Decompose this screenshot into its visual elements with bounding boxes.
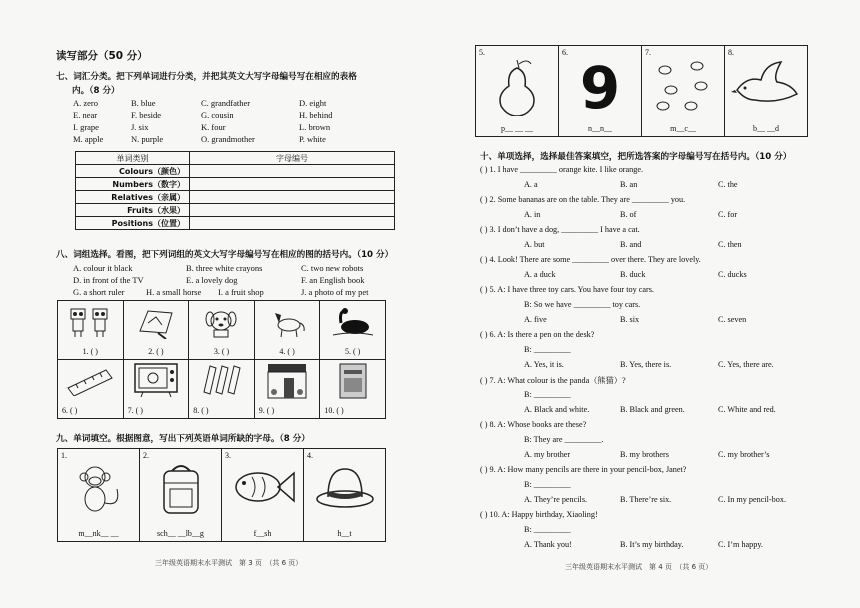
item-number: 2.: [143, 451, 149, 460]
sec7-title: 七、词汇分类。把下列单词进行分类，并把其英文大写字母编号写在相应的表格: [56, 72, 357, 82]
item-number: 3.: [225, 451, 231, 460]
phrase: C. two new robots: [301, 263, 364, 273]
spelling-blank[interactable]: m__nk__ __: [78, 529, 119, 538]
question-7-b: B: _________: [524, 390, 571, 399]
word: N. purple: [131, 134, 164, 144]
reading-writing-heading: 读写部分（50 分）: [56, 50, 148, 62]
option-b[interactable]: B. six: [620, 315, 640, 324]
word: L. brown: [299, 122, 331, 132]
page-footer-left: 三年级英语期末水平测试 第 3 页 （共 6 页）: [155, 559, 303, 567]
spelling-cell: [140, 449, 222, 541]
answer-blank[interactable]: 7. ( ): [127, 406, 143, 415]
option-b[interactable]: B. It’s my birthday.: [620, 540, 684, 549]
option-c[interactable]: C. for: [718, 210, 738, 219]
category-cell: Colours（颜色）: [76, 165, 190, 178]
word: I. grape: [73, 122, 99, 132]
picture-cell: [320, 358, 385, 418]
question-10[interactable]: ( ) 10. A: Happy birthday, Xiaoling!: [480, 510, 598, 519]
option-b[interactable]: B. Black and green.: [620, 405, 685, 414]
spelling-cell: [476, 46, 559, 136]
picture-cell: [58, 301, 124, 359]
sec7-title-cont: 内。（8 分）: [72, 86, 120, 96]
question-5-b: B: So we have _________ toy cars.: [524, 300, 641, 309]
phrase: A. colour it black: [73, 263, 133, 273]
picture-cell: [124, 358, 190, 418]
word: P. white: [299, 134, 326, 144]
black-swan-icon: [331, 305, 375, 339]
picture-cell: [58, 358, 124, 418]
spelling-blank[interactable]: n__n__: [588, 124, 612, 133]
answer-blank[interactable]: 4. ( ): [279, 347, 295, 356]
spelling-grid-right: [475, 45, 808, 137]
svg-text:9: 9: [579, 56, 621, 116]
bird-icon: [731, 60, 801, 110]
question-4[interactable]: ( ) 4. Look! There are some _________ over there. They are lovely.: [480, 255, 701, 264]
phrase: J. a photo of my pet: [301, 287, 369, 297]
colour-picture-icon: [136, 305, 176, 339]
sec10-title: 十、单项选择，选择最佳答案填空，把所选答案的字母编号写在括号内。（10 分）: [480, 152, 792, 162]
answer-blank[interactable]: 3. ( ): [213, 347, 230, 356]
item-number: 6.: [562, 48, 568, 57]
answer-blank[interactable]: 5. ( ): [345, 347, 361, 356]
crayons-icon: [198, 362, 244, 398]
item-number: 1.: [61, 451, 67, 460]
answer-blank[interactable]: 1. ( ): [82, 347, 98, 356]
word: G. cousin: [201, 110, 234, 120]
option-b[interactable]: B. duck: [620, 270, 646, 279]
spelling-cell: [725, 46, 807, 136]
word: B. blue: [131, 98, 156, 108]
word: A. zero: [73, 98, 99, 108]
picture-cell: [124, 301, 190, 359]
picture-cell: [189, 358, 255, 418]
answer-cell[interactable]: [190, 178, 395, 191]
option-c[interactable]: C. In my pencil-box.: [718, 495, 786, 504]
picture-cell: [189, 301, 255, 359]
spelling-grid-left: [57, 448, 386, 542]
table-header: 字母编号: [190, 152, 395, 165]
option-a[interactable]: A. Thank you!: [524, 540, 572, 549]
english-book-icon: [336, 362, 370, 400]
spelling-blank[interactable]: f__sh: [253, 529, 272, 538]
answer-cell[interactable]: [190, 217, 395, 230]
option-c[interactable]: C. seven: [718, 315, 747, 324]
spelling-blank[interactable]: sch__ __lb__g: [157, 529, 204, 538]
option-c[interactable]: C. then: [718, 240, 742, 249]
option-c[interactable]: C. White and red.: [718, 405, 776, 414]
question-9-b: B: _________: [524, 480, 571, 489]
word: F. beside: [131, 110, 162, 120]
ruler-icon: [66, 366, 114, 396]
item-number: 8.: [728, 48, 734, 57]
spelling-cell: [304, 449, 385, 541]
answer-cell[interactable]: [190, 191, 395, 204]
category-cell: Relatives（亲属）: [76, 191, 190, 204]
dog-icon: [201, 305, 241, 339]
phrase: F. an English book: [301, 275, 365, 285]
option-b[interactable]: B. an: [620, 180, 638, 189]
category-cell: Numbers（数字）: [76, 178, 190, 191]
spelling-cell: [559, 46, 642, 136]
option-b[interactable]: B. my brothers: [620, 450, 669, 459]
spelling-cell: [222, 449, 304, 541]
question-6[interactable]: ( ) 6. A: Is there a pen on the desk?: [480, 330, 595, 339]
number-nine-icon: [575, 56, 625, 116]
category-cell: Fruits（水果）: [76, 204, 190, 217]
robots-icon: [67, 305, 113, 339]
item-number: 5.: [479, 48, 485, 57]
horse-icon: [267, 305, 307, 339]
option-c[interactable]: C. Yes, there are.: [718, 360, 774, 369]
answer-blank[interactable]: 6. ( ): [62, 406, 78, 415]
option-c[interactable]: C. I’m happy.: [718, 540, 763, 549]
item-number: 7.: [645, 48, 651, 57]
classification-table: [75, 151, 395, 230]
option-a[interactable]: A. Black and white.: [524, 405, 590, 414]
spelling-blank[interactable]: m__c__: [670, 124, 696, 133]
mice-icon: [651, 56, 715, 116]
answer-blank[interactable]: 10. ( ): [324, 406, 344, 415]
word: E. near: [73, 110, 98, 120]
picture-cell: [320, 301, 385, 359]
hat-icon: [314, 465, 376, 509]
word: J. six: [131, 122, 149, 132]
question-2[interactable]: ( ) 2. Some bananas are on the table. They are _________ you.: [480, 195, 686, 204]
word: O. grandmother: [201, 134, 255, 144]
option-a[interactable]: A. five: [524, 315, 547, 324]
phrase: G. a short ruler: [73, 287, 125, 297]
question-8[interactable]: ( ) 8. A: Whose books are these?: [480, 420, 587, 429]
spelling-cell: [642, 46, 725, 136]
phrase: H. a small horse: [146, 287, 202, 297]
option-a[interactable]: A. my brother: [524, 450, 571, 459]
option-a[interactable]: A. Yes, it is.: [524, 360, 564, 369]
picture-cell: [255, 358, 321, 418]
spelling-blank[interactable]: p__ __ __: [501, 124, 533, 133]
spelling-cell: [58, 449, 140, 541]
word: M. apple: [73, 134, 104, 144]
fruit-shop-icon: [264, 362, 310, 400]
option-a[interactable]: A. in: [524, 210, 541, 219]
option-c[interactable]: C. the: [718, 180, 738, 189]
question-3[interactable]: ( ) 3. I don’t have a dog, _________ I have a cat.: [480, 225, 640, 234]
phrase: B. three white crayons: [186, 263, 263, 273]
option-b[interactable]: B. Yes, there is.: [620, 360, 672, 369]
question-9[interactable]: ( ) 9. A: How many pencils are there in your pencil-box, Janet?: [480, 465, 687, 474]
word: K. four: [201, 122, 226, 132]
option-b[interactable]: B. and: [620, 240, 642, 249]
answer-blank[interactable]: 9. ( ): [258, 406, 275, 415]
word: C. grandfather: [201, 98, 251, 108]
word: D. eight: [299, 98, 327, 108]
sec8-phrase-list: [73, 263, 393, 299]
table-header: 单词类别: [76, 152, 190, 165]
question-5[interactable]: ( ) 5. A: I have three toy cars. You have four toy cars.: [480, 285, 654, 294]
page-footer-right: 三年级英语期末水平测试 第 4 页 （共 6 页）: [565, 563, 713, 571]
option-b[interactable]: B. of: [620, 210, 637, 219]
spelling-blank[interactable]: h__t: [337, 529, 352, 538]
spelling-blank[interactable]: b__ __d: [753, 124, 779, 133]
picture-grid-row-2: [57, 358, 386, 419]
schoolbag-icon: [156, 461, 206, 517]
picture-cell: [255, 301, 321, 359]
question-1[interactable]: ( ) 1. I have _________ orange kite. I like orange.: [480, 165, 644, 174]
answer-cell[interactable]: [190, 165, 395, 178]
question-6-b: B: _________: [524, 345, 571, 354]
answer-blank[interactable]: 2. ( ): [148, 347, 164, 356]
question-7[interactable]: ( ) 7. A: What colour is the panda（熊猫）?: [480, 376, 626, 385]
question-10-b: B: _________: [524, 525, 571, 534]
fish-icon: [230, 465, 296, 509]
question-8-b: B: They are _________.: [524, 435, 604, 444]
pear-icon: [492, 56, 542, 116]
answer-cell[interactable]: [190, 204, 395, 217]
option-a[interactable]: A. a duck: [524, 270, 556, 279]
sec9-title: 九、单词填空。根据图意，写出下列英语单词所缺的字母。（8 分）: [56, 434, 310, 444]
option-a[interactable]: A. but: [524, 240, 545, 249]
phrase: I. a fruit shop: [218, 287, 264, 297]
option-a[interactable]: A. They’re pencils.: [524, 495, 588, 504]
option-c[interactable]: C. ducks: [718, 270, 747, 279]
word: H. behind: [299, 110, 333, 120]
item-number: 4.: [307, 451, 313, 460]
picture-grid-row-1: [57, 300, 386, 360]
option-a[interactable]: A. a: [524, 180, 538, 189]
answer-blank[interactable]: 8. ( ): [193, 406, 209, 415]
option-b[interactable]: B. There’re six.: [620, 495, 672, 504]
phrase: D. in front of the TV: [73, 275, 144, 285]
phrase: E. a lovely dog: [186, 275, 238, 285]
category-cell: Positions（位置）: [76, 217, 190, 230]
sec7-word-list: [73, 98, 373, 146]
monkey-icon: [71, 461, 127, 517]
sec8-title: 八、词组选择。看图，把下列词组的英文大写字母编号写在相应的图的括号内。（10 分）: [56, 250, 394, 260]
tv-cat-icon: [133, 362, 179, 398]
option-c[interactable]: C. my brother’s: [718, 450, 770, 459]
